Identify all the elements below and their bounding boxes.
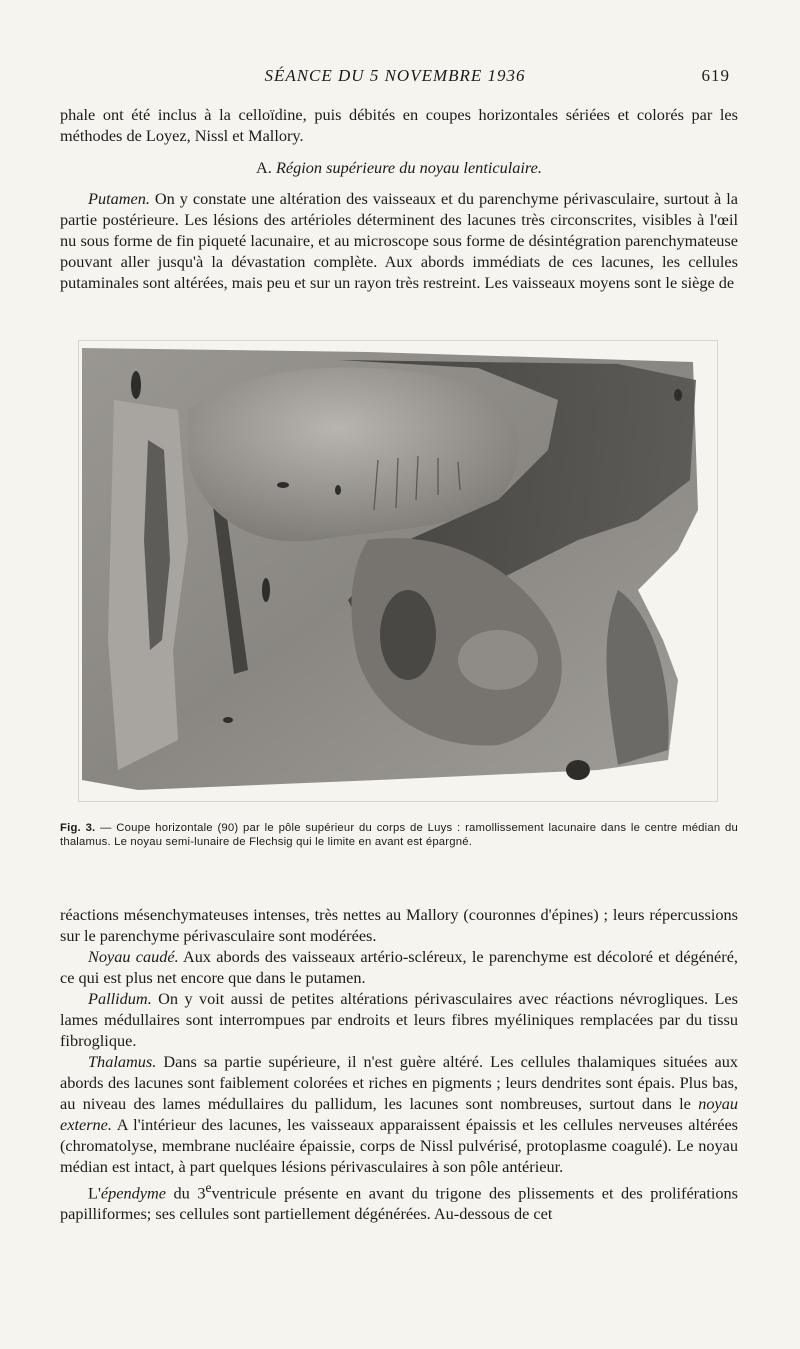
thalamus-label: Thalamus. (88, 1052, 157, 1071)
figure-brain-section (78, 340, 718, 802)
figure-caption-label: Fig. 3. (60, 822, 96, 834)
paragraph-methods: phale ont été inclus à la celloïdine, puis débités en coupes horizontales sériées et colorés par les méthodes de Loyez, Nissl et Mallory. (60, 105, 738, 145)
paragraph-reactions: réactions mésenchymateuses intenses, très nettes au Mallory (couronnes d'épines) ; leurs répercussions sur le parenchyme périvasculaire sont modérées. (60, 905, 738, 945)
putamen-text: On y constate une altération des vaisseaux et du parenchyme périvasculaire, surtout à la partie postérieure. Les lésions des artérioles déterminent des lacunes très circonscrites, visibles à l'œil nu sous forme de fin piqueté lacunaire, et au microscope sous forme de désintégration parenchymateuse pouvant aller jusqu'à la dévastation complète. Aux abords immédiats de ces lacunes, les cellules putaminales sont altérées, mais peu et sur un rayon très restreint. Les vaisseaux moyens sont le siège de (60, 189, 738, 292)
thalamus-text-a: Dans sa partie supérieure, il n'est guère altéré. Les cellules thalamiques situées aux abords des lacunes sont faiblement colorées et riches en pigments ; leurs dendrites sont épais. Plus bas, au niveau des lames médullaires du pallidum, les lacunes sont nombreuses, surtout dans le (60, 1052, 738, 1113)
ependyme-sup: e (205, 1180, 212, 1195)
pallidum-text: On y voit aussi de petites altérations périvasculaires avec réactions névrogliques. Les lames médullaires sont interrompues par endroits et leurs fibres myéliniques remplacées par du tissu fibroglique. (60, 989, 738, 1050)
paragraph-pallidum (60, 988, 738, 1051)
figure-caption (60, 821, 738, 849)
noyau-externe: noyau externe. (60, 1094, 738, 1134)
section-heading (60, 157, 738, 178)
running-header (60, 66, 730, 90)
section-prefix: A. (256, 158, 272, 177)
text-block-top (60, 104, 738, 293)
running-title: SÉANCE DU 5 NOVEMBRE 1936 (264, 66, 526, 85)
paragraph-ependyme (60, 1177, 738, 1224)
figure-caption-text: — Coupe horizontale (90) par le pôle supérieur du corps de Luys : ramollissement lacunaire dans le centre médian du thalamus. Le noyau semi-lunaire de Flechsig qui le limite en avant est épargné. (60, 822, 738, 848)
noyau-caude-text: Aux abords des vaisseaux artério-scléreux, le parenchyme est décoloré et dégénéré, ce qui est plus net encore que dans le putamen. (60, 947, 739, 987)
putamen-label: Putamen. (88, 189, 150, 208)
ependyme-text-a: du 3 (173, 1183, 206, 1203)
paragraph-thalamus (60, 1051, 738, 1177)
ependyme-label: épendyme (100, 1183, 166, 1203)
paragraph-putamen (60, 188, 738, 293)
section-title: Région supérieure du noyau lenticulaire. (275, 158, 542, 177)
ependyme-prefix: L' (88, 1183, 101, 1203)
noyau-caude-label: Noyau caudé. (88, 947, 179, 966)
text-block-bottom (60, 904, 738, 1224)
thalamus-text-b: A l'intérieur des lacunes, les vaisseaux apparaissent épaissis et les cellules nerveuses altérées (chromatolyse, membrane nucléaire épaissie, corps de Nissl pulvérisé, protoplasme coagulé). Le noyau médian est intact, à part quelques lésions périvasculaires à son pôle antérieur. (60, 1115, 739, 1176)
pallidum-label: Pallidum. (88, 989, 152, 1008)
page-number: 619 (701, 66, 730, 85)
paragraph-noyau-caude (60, 946, 738, 988)
ependyme-text-b: ventricule présente en avant du trigone des plissements et des proliférations papilliformes; ses cellules sont partiellement dégénérées. Au-dessous de cet (60, 1183, 738, 1224)
